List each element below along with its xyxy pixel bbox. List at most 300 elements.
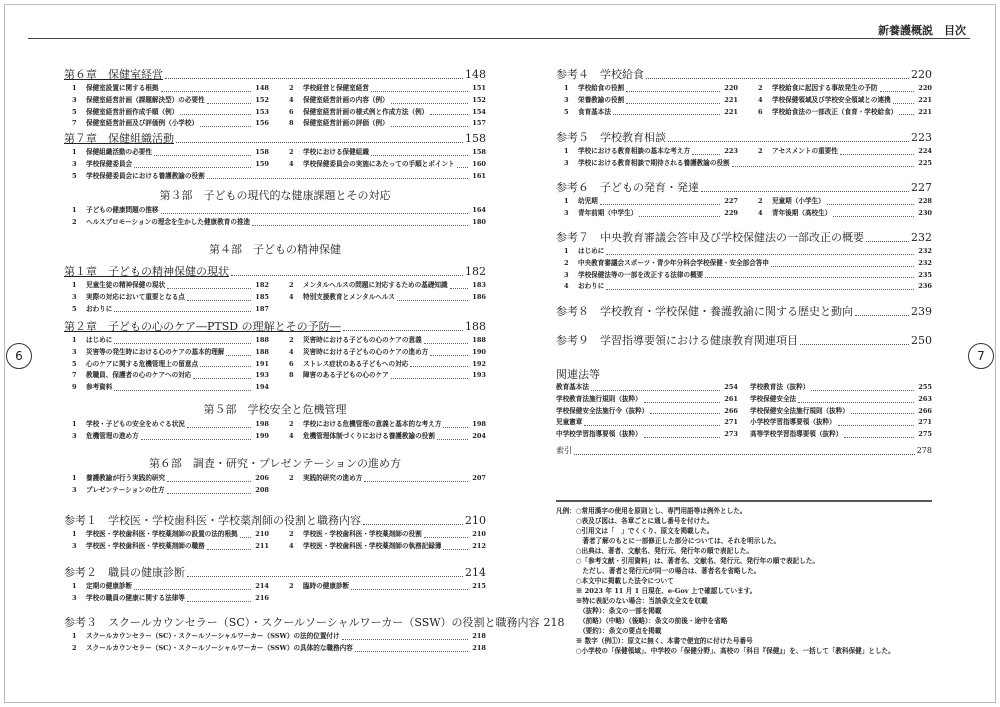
toc-row: [64, 95, 486, 107]
entry-title: 学校の職員の健康に関する法律等: [86, 593, 185, 602]
toc-row: [64, 541, 486, 553]
toc-row: [556, 258, 932, 270]
chapter-heading[interactable]: [64, 132, 486, 146]
entry-page: 156: [255, 119, 269, 128]
entry-number: 3: [564, 95, 569, 104]
reference-heading[interactable]: [556, 131, 932, 145]
toc-entry[interactable]: [64, 431, 269, 443]
entry-number: 3: [72, 347, 77, 356]
toc-entry[interactable]: [750, 417, 932, 429]
entry-page: 198: [472, 420, 486, 428]
dot-leader: [134, 167, 251, 168]
chapter-heading[interactable]: [64, 265, 486, 279]
dot-leader: [626, 91, 720, 92]
entry-title: 学校保健委員会: [86, 159, 133, 168]
toc-row: [556, 158, 932, 170]
note-line: （抜粋）：条文の一部を掲載: [556, 607, 662, 615]
dot-leader: [114, 390, 251, 391]
toc-row: [64, 159, 486, 171]
dot-leader: [626, 103, 720, 104]
part-heading: 第４部 子どもの精神保健: [209, 243, 341, 256]
dot-leader: [397, 300, 468, 301]
entry-page: 148: [255, 84, 269, 92]
dot-leader: [161, 91, 251, 92]
column-gap: [269, 304, 281, 316]
entry-page: 206: [255, 474, 269, 482]
entry-title: 子どもの健康問題の推移: [86, 206, 159, 214]
toc-entry[interactable]: [64, 118, 269, 130]
entry-title: 保健室経営計画及び評価例（小学校）: [86, 119, 199, 128]
toc-entry[interactable]: [64, 541, 269, 553]
column-gap: [738, 196, 750, 208]
entry-title: 児童生徒の精神保健の現状: [86, 281, 166, 289]
entry-title: 児童期（小学生）: [772, 197, 825, 205]
toc-entry[interactable]: [64, 171, 486, 183]
toc-entry[interactable]: [556, 429, 738, 441]
toc-row: [64, 118, 486, 130]
entry-page: 216: [255, 593, 269, 602]
dot-leader: [457, 167, 468, 168]
entry-title: 保健室経営計画の内容（例）: [303, 95, 389, 104]
toc-row: [556, 394, 932, 406]
entry-page: 160: [472, 159, 486, 168]
toc-entry[interactable]: [64, 217, 486, 229]
toc-entry[interactable]: [750, 95, 932, 107]
entry-title: 災害等の発生時における心のケアの基本的理解: [86, 347, 225, 356]
dot-leader: [732, 166, 914, 167]
entry-title: 学校における教育相談で期待される養護教諭の役割: [578, 158, 730, 167]
toc-entry[interactable]: [64, 359, 269, 371]
entry-number: 6: [289, 359, 294, 368]
dot-leader: [855, 315, 909, 316]
heading-title: 参考５ 学校教育相談: [556, 131, 666, 144]
dot-leader: [574, 454, 915, 455]
entry-page: 224: [918, 147, 932, 155]
toc-entry[interactable]: [281, 541, 486, 553]
dot-leader: [167, 288, 251, 289]
entry-title: 学校保健法等の一部を改正する法律の概要: [578, 270, 704, 279]
toc-entry[interactable]: [281, 280, 486, 292]
toc-entry[interactable]: [750, 208, 932, 220]
toc-entry[interactable]: [750, 394, 932, 406]
dot-leader: [692, 154, 720, 155]
dot-leader: [187, 300, 251, 301]
toc-entry[interactable]: [64, 347, 269, 359]
dot-leader: [141, 439, 251, 440]
heading-page: 182: [465, 265, 486, 278]
entry-number: 3: [72, 95, 77, 104]
dot-leader: [231, 275, 463, 276]
heading-page: 223: [911, 131, 932, 144]
note-line: （要約）：条文の要点を掲載: [556, 627, 662, 635]
toc-entry[interactable]: [281, 581, 486, 593]
entry-title: 教職員、保護者の心のケアへの対応: [86, 371, 192, 380]
note-line: ○本文中に掲載した法令について: [556, 577, 674, 585]
entry-page: 198: [255, 420, 269, 428]
entry-page: 266: [918, 406, 932, 415]
entry-page: 207: [472, 474, 486, 482]
toc-entry[interactable]: [556, 107, 738, 119]
toc-entry[interactable]: [556, 158, 932, 170]
entry-number: 2: [289, 474, 294, 482]
entry-page: 263: [918, 394, 932, 403]
entry-number: 4: [758, 95, 763, 104]
dot-leader: [410, 366, 468, 367]
entry-number: 1: [564, 247, 569, 255]
entry-title: ストレス症状のある子どもへの対応: [303, 359, 409, 368]
toc-entry[interactable]: [556, 417, 738, 429]
entry-number: 2: [758, 147, 763, 155]
entry-number: 9: [72, 383, 77, 392]
dot-leader: [844, 437, 914, 438]
entry-page: 225: [918, 158, 932, 167]
toc-row: [556, 208, 932, 220]
toc-section: [556, 444, 932, 458]
entry-title: 心のケアに関する危機管理上の留意点: [86, 359, 199, 368]
toc-entry[interactable]: [64, 159, 269, 171]
entry-title: 学校給食の役割: [578, 84, 625, 92]
toc-row: [64, 593, 486, 605]
entry-number: 6: [289, 107, 294, 116]
toc-entry[interactable]: [281, 529, 486, 541]
entry-page: 235: [918, 270, 932, 279]
dot-leader: [838, 425, 914, 426]
toc-entry[interactable]: [556, 281, 932, 293]
toc-entry[interactable]: [64, 107, 269, 119]
entry-page: 271: [724, 418, 738, 427]
entry-page: 151: [472, 84, 486, 92]
dot-leader: [200, 126, 251, 127]
toc-row: [64, 335, 486, 347]
entry-page: 266: [724, 406, 738, 415]
entry-number: 4: [289, 541, 294, 550]
entry-page: 221: [918, 95, 932, 104]
entry-number: 2: [289, 336, 294, 344]
toc-row: [64, 107, 486, 119]
entry-title: 学校保健安全法施行規則（抜粋）: [750, 406, 849, 415]
entry-number: 3: [72, 292, 77, 301]
toc-entry[interactable]: [281, 159, 486, 171]
entry-number: 4: [289, 431, 294, 440]
toc-entry[interactable]: [64, 473, 269, 485]
dot-leader: [893, 103, 914, 104]
entry-title: 学校医・学校歯科医・学校薬剤師の執務記録簿: [303, 541, 442, 550]
entry-title: 学校保健安全法施行令（抜粋）: [556, 406, 649, 415]
reference-heading[interactable]: [556, 334, 932, 348]
toc-entry[interactable]: [750, 406, 932, 418]
reference-heading[interactable]: [556, 231, 932, 245]
toc-section: [64, 265, 486, 315]
empty-cell: [281, 382, 486, 394]
toc-entry[interactable]: [556, 196, 738, 208]
note-line: 凡例：○常用漢字の使用を原則とし、専門用語等は例外とした。: [556, 507, 747, 515]
heading-page: 250: [911, 334, 932, 347]
entry-title: 養護教諭が行う実践的研究: [86, 474, 166, 482]
toc-entry[interactable]: [64, 370, 269, 382]
toc-entry[interactable]: [750, 107, 932, 119]
running-header: 新養護概説 目次: [878, 24, 966, 37]
header-rule: [28, 38, 970, 39]
toc-entry[interactable]: [281, 95, 486, 107]
toc-entry[interactable]: [64, 335, 269, 347]
entry-page: 218: [472, 632, 486, 640]
entry-number: 2: [289, 530, 294, 538]
toc-entry[interactable]: [750, 146, 932, 158]
entry-page: 194: [255, 383, 269, 392]
entry-number: 7: [72, 119, 77, 128]
entry-number: 2: [289, 582, 294, 590]
toc-entry[interactable]: [556, 406, 738, 418]
entry-title: 保健室経営計画作成手順（例）: [86, 107, 179, 116]
toc-section: [64, 616, 565, 655]
heading-page: 278: [916, 446, 932, 455]
entry-page: 152: [255, 95, 269, 104]
entry-number: 8: [289, 119, 294, 128]
dot-leader: [899, 114, 914, 115]
entry-page: 204: [472, 431, 486, 440]
heading-title: 第１章 子どもの精神保健の現状: [64, 265, 229, 278]
toc-entry[interactable]: [556, 208, 738, 220]
toc-entry[interactable]: [281, 83, 486, 95]
toc-entry[interactable]: [750, 429, 932, 441]
toc-entry[interactable]: [556, 95, 738, 107]
entry-number: 1: [72, 206, 77, 214]
toc-row: [556, 246, 932, 258]
note-line: ○引用文は「 」でくくり、原文を掲載した。: [556, 527, 714, 535]
toc-entry[interactable]: [281, 107, 486, 119]
toc-section: [556, 367, 932, 441]
toc-entry[interactable]: [556, 246, 932, 258]
dot-leader: [811, 390, 914, 391]
heading-title: 参考９ 学習指導要領における健康教育関連項目: [556, 334, 798, 347]
toc-entry[interactable]: [281, 473, 486, 485]
entry-number: 2: [72, 217, 77, 226]
column-gap: [738, 406, 750, 418]
toc-entry[interactable]: [64, 631, 486, 643]
entry-page: 255: [918, 383, 932, 391]
toc-entry[interactable]: [281, 431, 486, 443]
toc-row: [64, 643, 486, 655]
entry-title: 特別支援教育とメンタルヘルス: [303, 292, 395, 301]
entry-page: 180: [472, 217, 486, 226]
toc-section: [556, 68, 932, 118]
toc-entry[interactable]: [750, 382, 932, 394]
entry-page: 220: [724, 84, 738, 92]
reference-heading[interactable]: [556, 444, 932, 458]
entry-title: 学校医・学校歯科医・学校薬剤師の設置の法的根拠: [86, 530, 238, 538]
entry-title: 災害時における子どもの心のケアの意義: [303, 336, 422, 344]
dot-leader: [644, 437, 720, 438]
column-gap: [269, 473, 281, 485]
entry-page: 236: [918, 282, 932, 291]
column-gap: [738, 429, 750, 441]
dot-leader: [701, 191, 909, 192]
entry-number: 5: [72, 304, 77, 313]
page-number-left: 6: [6, 343, 32, 369]
heading-page: 220: [911, 68, 932, 81]
entry-title: 学校医・学校歯科医・学校薬剤師の役割: [303, 530, 422, 538]
entry-number: 5: [564, 107, 569, 116]
entry-page: 261: [724, 394, 738, 403]
dot-leader: [424, 343, 468, 344]
entry-title: 学校給食法の一部改正（食育・学校給食）: [772, 107, 898, 116]
toc-entry[interactable]: [281, 370, 486, 382]
note-line: ただし、著者と発行元が同一の場合は、著者名を省略した。: [556, 567, 761, 575]
dot-leader: [851, 413, 914, 414]
column-gap: [269, 147, 281, 159]
toc-entry[interactable]: [64, 485, 269, 497]
toc-entry[interactable]: [64, 529, 269, 541]
toc-entry[interactable]: [64, 382, 269, 394]
chapter-heading[interactable]: [64, 68, 486, 82]
dot-leader: [364, 481, 468, 482]
entry-page: 159: [255, 159, 269, 168]
toc-entry[interactable]: [64, 95, 269, 107]
toc-entry[interactable]: [556, 382, 738, 394]
entry-number: 2: [289, 420, 294, 428]
dot-leader: [800, 344, 909, 345]
entry-page: 154: [472, 107, 486, 116]
dot-leader: [584, 425, 720, 426]
heading-title: 参考６ 子どもの発育・発達: [556, 181, 699, 194]
entry-page: 215: [472, 582, 486, 590]
entry-page: 187: [255, 304, 269, 313]
entry-number: 3: [72, 593, 77, 602]
reference-heading[interactable]: [556, 181, 932, 195]
chapter-heading[interactable]: [64, 320, 486, 334]
toc-entry[interactable]: [281, 419, 486, 431]
entry-page: 158: [255, 148, 269, 156]
column-gap: [269, 335, 281, 347]
toc-row: [64, 83, 486, 95]
heading-title: 参考８ 学校教育・学校保健・養護教諭に関する歴史と動向: [556, 305, 853, 318]
toc-entry[interactable]: [750, 196, 932, 208]
toc-entry[interactable]: [64, 205, 486, 217]
column-gap: [269, 419, 281, 431]
toc-entry[interactable]: [64, 419, 269, 431]
reference-heading[interactable]: [64, 616, 565, 630]
entry-page: 223: [724, 147, 738, 155]
toc-entry[interactable]: [281, 335, 486, 347]
toc-entry[interactable]: [64, 304, 269, 316]
dot-leader: [167, 493, 251, 494]
entry-page: 192: [472, 359, 486, 368]
entry-title: おわりに: [86, 304, 113, 313]
entry-page: 183: [472, 281, 486, 289]
toc-entry[interactable]: [64, 643, 486, 655]
dot-leader: [154, 155, 251, 156]
entry-title: プレゼンテーションの仕方: [86, 485, 165, 494]
note-line: ※特に表記のない場合：当該条文全文を収載: [556, 597, 708, 605]
toc-row: [64, 347, 486, 359]
toc-row: [64, 147, 486, 159]
dot-leader: [650, 413, 720, 414]
reference-heading[interactable]: [64, 514, 486, 528]
heading-title: 第７章 保健組織活動: [64, 132, 174, 145]
heading-title: 索引: [556, 446, 572, 455]
entry-title: 臨時の健康診断: [303, 582, 350, 590]
entry-page: 153: [255, 107, 269, 116]
dot-leader: [705, 277, 914, 278]
entry-number: 4: [758, 208, 763, 217]
toc-entry[interactable]: [556, 394, 738, 406]
column-gap: [269, 485, 281, 497]
dot-leader: [187, 601, 251, 602]
toc-entry[interactable]: [281, 147, 486, 159]
toc-entry[interactable]: [281, 292, 486, 304]
entry-page: 199: [255, 431, 269, 440]
entry-title: 災害時における子どもの心のケアの進め方: [303, 347, 429, 356]
heading-title: 参考２ 職員の健康診断: [64, 566, 185, 579]
reference-heading[interactable]: [64, 566, 486, 580]
empty-cell: [281, 304, 486, 316]
toc-row: [556, 196, 932, 208]
toc-row: [64, 205, 486, 217]
toc-entry[interactable]: [64, 292, 269, 304]
toc-row: [64, 581, 486, 593]
column-gap: [738, 382, 750, 394]
entry-title: 学校における危機管理の意義と基本的な考え方: [303, 420, 442, 428]
toc-entry[interactable]: [281, 359, 486, 371]
toc-entry[interactable]: [556, 270, 932, 282]
entry-title: 高等学校学習指導要領（抜粋）: [750, 430, 843, 439]
reference-heading[interactable]: [556, 68, 932, 82]
dot-leader: [165, 78, 463, 79]
toc-entry[interactable]: [281, 118, 486, 130]
toc-section: [64, 320, 486, 394]
toc-row: [556, 417, 932, 429]
dot-leader: [114, 311, 251, 312]
toc-row: [556, 406, 932, 418]
dot-leader: [187, 427, 251, 428]
entry-page: 190: [472, 347, 486, 356]
toc-entry[interactable]: [281, 347, 486, 359]
entry-number: 2: [564, 258, 569, 267]
dot-leader: [613, 114, 720, 115]
dot-leader: [180, 114, 251, 115]
toc-entry[interactable]: [556, 83, 738, 95]
dot-leader: [363, 524, 463, 525]
toc-entry[interactable]: [556, 146, 738, 158]
entry-page: 221: [918, 107, 932, 116]
column-gap: [269, 159, 281, 171]
toc-entry[interactable]: [750, 83, 932, 95]
reference-heading[interactable]: [556, 305, 932, 319]
heading-page: 188: [465, 320, 486, 333]
entry-page: 188: [255, 347, 269, 356]
dot-leader: [355, 651, 468, 652]
toc-entry[interactable]: [556, 258, 932, 270]
entry-title: 学校保健委員会における養護教諭の役割: [86, 171, 205, 180]
toc-entry[interactable]: [64, 581, 269, 593]
entry-number: 3: [72, 431, 77, 440]
entry-page: 161: [472, 171, 486, 180]
dot-leader: [450, 288, 468, 289]
toc-entry[interactable]: [64, 280, 269, 292]
entry-page: 182: [255, 281, 269, 289]
toc-entry[interactable]: [64, 593, 269, 605]
toc-section: [556, 334, 932, 348]
column-gap: [269, 118, 281, 130]
toc-entry[interactable]: [64, 147, 269, 159]
dot-leader: [207, 178, 468, 179]
toc-section: [64, 132, 486, 182]
dot-leader: [866, 241, 909, 242]
entry-title: 食育基本法: [578, 107, 611, 116]
column-gap: [738, 95, 750, 107]
entry-title: ヘルスプロモーションの理念を生かした健康教育の推進: [86, 217, 251, 226]
toc-entry[interactable]: [64, 83, 269, 95]
